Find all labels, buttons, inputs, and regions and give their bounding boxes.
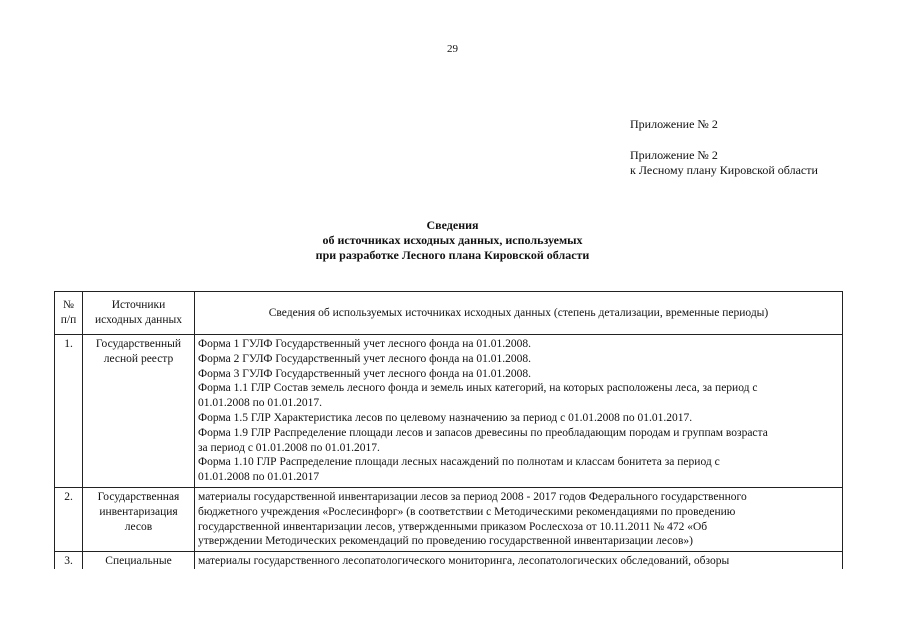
info-line: Форма 1 ГУЛФ Государственный учет лесного фонда на 01.01.2008.	[198, 338, 532, 350]
row-source-line: инвентаризация	[99, 505, 178, 518]
table-row	[55, 487, 843, 551]
header-source	[83, 292, 195, 335]
appendix-label: Приложение № 2	[630, 117, 718, 131]
row-source-line: Государственный	[95, 338, 182, 350]
info-line: за период с 01.01.2008 по 01.01.2017.	[198, 441, 380, 454]
info-line: 01.01.2008 по 01.01.2017	[198, 471, 320, 484]
info-line: Форма 1.9 ГЛР Распределение площади лесов и запасов древесины по преобладающим породам и группам возраста	[198, 426, 768, 439]
row-number: 2.	[55, 487, 83, 551]
header-number-line-1: №	[63, 299, 74, 312]
info-line: материалы государственного лесопатологического мониторинга, лесопатологических обследований, обзоры	[198, 555, 730, 568]
appendix-block	[630, 148, 818, 178]
info-line: Форма 1.10 ГЛР Распределение площади лесных насаждений по полнотам и классам бонитета за период с	[198, 456, 720, 469]
row-info	[195, 487, 843, 551]
title-line-1: Сведения	[426, 218, 479, 232]
row-info	[195, 552, 843, 569]
info-line: Форма 1.5 ГЛР Характеристика лесов по целевому назначению за период с 01.01.2008 по 01.01.2017.	[198, 411, 693, 424]
table-row	[55, 335, 843, 488]
info-line: 01.01.2008 по 01.01.2017.	[198, 397, 323, 410]
info-line: государственной инвентаризации лесов, утвержденными приказом Рослесхоза от 10.11.2011 № 472 «Об	[198, 520, 708, 533]
sources-table	[54, 291, 843, 569]
title-line-3: при разработке Лесного плана Кировской области	[315, 248, 590, 262]
header-info: Сведения об используемых источниках исходных данных (степень детализации, временные периоды)	[195, 292, 843, 335]
row-source-line: лесов	[124, 520, 153, 533]
row-info	[195, 335, 843, 488]
table-header-row	[55, 292, 843, 335]
info-line: Форма 2 ГУЛФ Государственный учет лесного фонда на 01.01.2008.	[198, 352, 532, 365]
appendix-label-repeat: Приложение № 2	[630, 148, 718, 162]
row-source-line: Государственная	[97, 490, 180, 503]
header-source-line-2: исходных данных	[95, 314, 182, 326]
info-line: бюджетного учреждения «Рослесинфорг» (в соответствии с Методическими рекомендациями по проведению	[198, 505, 736, 518]
document-title	[0, 218, 905, 263]
row-source-line: лесной реестр	[103, 352, 174, 365]
row-source	[83, 487, 195, 551]
row-number: 3.	[55, 552, 83, 569]
page-number: 29	[447, 43, 458, 55]
info-line: материалы государственной инвентаризации лесов за период 2008 - 2017 годов Федерального государственного	[198, 490, 747, 503]
row-number: 1.	[55, 335, 83, 488]
table-row	[55, 552, 843, 569]
info-line: Форма 1.1 ГЛР Состав земель лесного фонда и земель иных категорий, на которых расположены леса, за период с	[198, 382, 758, 395]
info-line: утверждении Методических рекомендаций по проведению государственной инвентаризации лесов»)	[198, 535, 693, 548]
row-source-line: Специальные	[105, 555, 172, 568]
title-line-2: об источниках исходных данных, используемых	[322, 233, 583, 247]
row-source	[83, 335, 195, 488]
header-number	[55, 292, 83, 335]
header-number-line-2: п/п	[60, 314, 77, 326]
row-source	[83, 552, 195, 569]
info-line: Форма 3 ГУЛФ Государственный учет лесного фонда на 01.01.2008.	[198, 367, 532, 380]
appendix-subtitle: к Лесному плану Кировской области	[630, 163, 818, 177]
header-source-line-1: Источники	[111, 299, 166, 312]
